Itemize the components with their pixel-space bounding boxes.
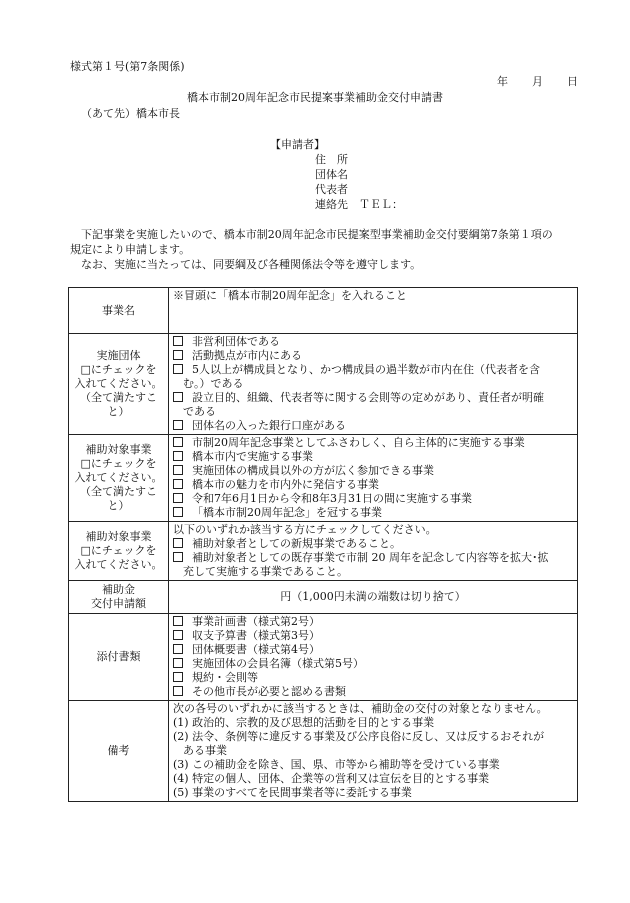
checkbox[interactable] bbox=[173, 479, 183, 489]
eligible-2-intro: 以下のいずれか該当する方にチェックしてください。 bbox=[173, 523, 437, 536]
date-month-label: 月 bbox=[532, 75, 543, 88]
amount-field[interactable] bbox=[169, 581, 578, 614]
intro-line-3: なお、実施に当たっては、同要綱及び各種関係法令等を遵守します。 bbox=[81, 258, 422, 271]
remarks-item-5: (5) 事業のすべてを民間事業者等に委託する事業 bbox=[173, 786, 412, 799]
row-attachments bbox=[69, 614, 578, 701]
business-name-label: 事業名 bbox=[69, 288, 169, 334]
eligible-2-item-2[interactable]: 補助対象者としての既存事業で市制 20 周年を記念して内容等を拡大･拡 bbox=[173, 551, 573, 565]
checkbox[interactable] bbox=[173, 437, 183, 447]
row-eligible-1 bbox=[69, 435, 578, 522]
group-item-3-cont: む。）である bbox=[183, 377, 244, 390]
remarks-content bbox=[169, 701, 578, 802]
remarks-item-2: (2) 法令、条例等に違反する事業及び公序良俗に反し、又は反するおそれが bbox=[173, 730, 545, 743]
remarks-item-3: (3) この補助金を除き、国、県、市等から補助等を受けている事業 bbox=[173, 758, 500, 771]
checkbox[interactable] bbox=[173, 644, 183, 654]
checkbox[interactable] bbox=[173, 616, 183, 626]
date-day-label: 日 bbox=[567, 75, 578, 88]
checkbox[interactable] bbox=[173, 658, 183, 668]
checkbox[interactable] bbox=[173, 538, 183, 548]
attachment-item[interactable]: その他市長が必要と認める書類 bbox=[173, 685, 573, 699]
checkbox[interactable] bbox=[173, 465, 183, 475]
application-table bbox=[68, 287, 578, 802]
eligible-1-checklist bbox=[169, 435, 578, 522]
applicant-rep-label: 代表者 bbox=[315, 183, 348, 196]
attachments-label: 添付書類 bbox=[69, 614, 169, 701]
group-item-4-cont: である bbox=[183, 405, 216, 418]
eligible-2-item-1[interactable]: 補助対象者としての新規事業であること。 bbox=[173, 537, 573, 551]
group-item-1[interactable]: 非営利団体である bbox=[173, 335, 573, 349]
addressee: （あて先）橋本市長 bbox=[81, 107, 180, 120]
group-item-4[interactable]: 設立目的、組織、代表者等に関する会則等の定めがあり、責任者が明確 bbox=[173, 391, 573, 405]
applicant-address-label: 住 所 bbox=[315, 153, 348, 166]
remarks-intro: 次の各号のいずれかに該当するときは、補助金の交付の対象となりません。 bbox=[173, 702, 548, 715]
eligible-1-item[interactable]: 橋本市の魅力を市内外に発信する事業 bbox=[173, 478, 573, 492]
eligible-1-item[interactable]: 実施団体の構成員以外の方が広く参加できる事業 bbox=[173, 464, 573, 478]
attachment-item[interactable]: 実施団体の会員名簿（様式第5号） bbox=[173, 657, 573, 671]
intro-line-2: 規定により申請します。 bbox=[70, 243, 191, 256]
attachments-checklist bbox=[169, 614, 578, 701]
group-label: 実施団体 □にチェックを 入れてください。 （全て満たすこ と） bbox=[69, 334, 169, 435]
row-eligible-2 bbox=[69, 522, 578, 581]
remarks-item-1: (1) 政治的、宗教的及び思想的活動を目的とする事業 bbox=[173, 716, 435, 729]
remarks-item-4: (4) 特定の個人、団体、企業等の営利又は宣伝を目的とする事業 bbox=[173, 772, 490, 785]
attachment-item[interactable]: 団体概要書（様式第4号） bbox=[173, 643, 573, 657]
applicant-contact-label: 連絡先 ＴＥＬ： bbox=[315, 198, 403, 211]
attachment-item[interactable]: 事業計画書（様式第2号） bbox=[173, 615, 573, 629]
checkbox[interactable] bbox=[173, 364, 183, 374]
eligible-1-label: 補助対象事業 □にチェックを 入れてください。 （全て満たすこ と） bbox=[69, 435, 169, 522]
group-checklist bbox=[169, 334, 578, 435]
document-title: 橋本市制20周年記念市民提案事業補助金交付申請書 bbox=[187, 91, 443, 104]
amount-label: 補助金 交付申請額 bbox=[69, 581, 169, 614]
checkbox[interactable] bbox=[173, 451, 183, 461]
checkbox[interactable] bbox=[173, 420, 183, 430]
group-item-3[interactable]: 5人以上が構成員となり、かつ構成員の過半数が市内在住（代表者を含 bbox=[173, 363, 573, 377]
amount-value: 円（1,000円未満の端数は切り捨て） bbox=[280, 590, 466, 603]
row-business-name bbox=[69, 288, 578, 334]
eligible-2-item-2-cont: 充して実施する事業であること。 bbox=[183, 565, 348, 578]
eligible-2-label: 補助対象事業 □にチェックを 入れてください。 bbox=[69, 522, 169, 581]
checkbox[interactable] bbox=[173, 630, 183, 640]
applicant-heading: 【申請者】 bbox=[270, 138, 325, 151]
row-group bbox=[69, 334, 578, 435]
row-remarks bbox=[69, 701, 578, 802]
eligible-1-item[interactable]: 「橋本市制20周年記念」を冠する事業 bbox=[173, 506, 573, 520]
business-name-note: ※冒頭に「橋本市制20周年記念」を入れること bbox=[173, 289, 407, 302]
attachment-item[interactable]: 規約・会則等 bbox=[173, 671, 573, 685]
business-name-field[interactable] bbox=[169, 288, 578, 334]
date-year-label: 年 bbox=[497, 75, 508, 88]
group-item-2[interactable]: 活動拠点が市内にある bbox=[173, 349, 573, 363]
checkbox[interactable] bbox=[173, 336, 183, 346]
form-number: 様式第１号(第7条関係) bbox=[70, 60, 185, 73]
checkbox[interactable] bbox=[173, 672, 183, 682]
eligible-2-checklist bbox=[169, 522, 578, 581]
eligible-1-item[interactable]: 令和7年6月1日から令和8年3月31日の間に実施する事業 bbox=[173, 492, 573, 506]
row-amount bbox=[69, 581, 578, 614]
checkbox[interactable] bbox=[173, 493, 183, 503]
eligible-1-item[interactable]: 市制20周年記念事業としてふさわしく、自ら主体的に実施する事業 bbox=[173, 436, 573, 450]
remarks-item-2-cont: ある事業 bbox=[183, 744, 227, 757]
checkbox[interactable] bbox=[173, 392, 183, 402]
checkbox[interactable] bbox=[173, 552, 183, 562]
group-item-5[interactable]: 団体名の入った銀行口座がある bbox=[173, 419, 573, 433]
attachment-item[interactable]: 収支予算書（様式第3号） bbox=[173, 629, 573, 643]
checkbox[interactable] bbox=[173, 350, 183, 360]
checkbox[interactable] bbox=[173, 686, 183, 696]
intro-line-1: 下記事業を実施したいので、橋本市制20周年記念市民提案型事業補助金交付要綱第7条第１項の bbox=[81, 228, 553, 241]
eligible-1-item[interactable]: 橋本市内で実施する事業 bbox=[173, 450, 573, 464]
checkbox[interactable] bbox=[173, 507, 183, 517]
applicant-group-label: 団体名 bbox=[315, 168, 348, 181]
remarks-label: 備考 bbox=[69, 701, 169, 802]
